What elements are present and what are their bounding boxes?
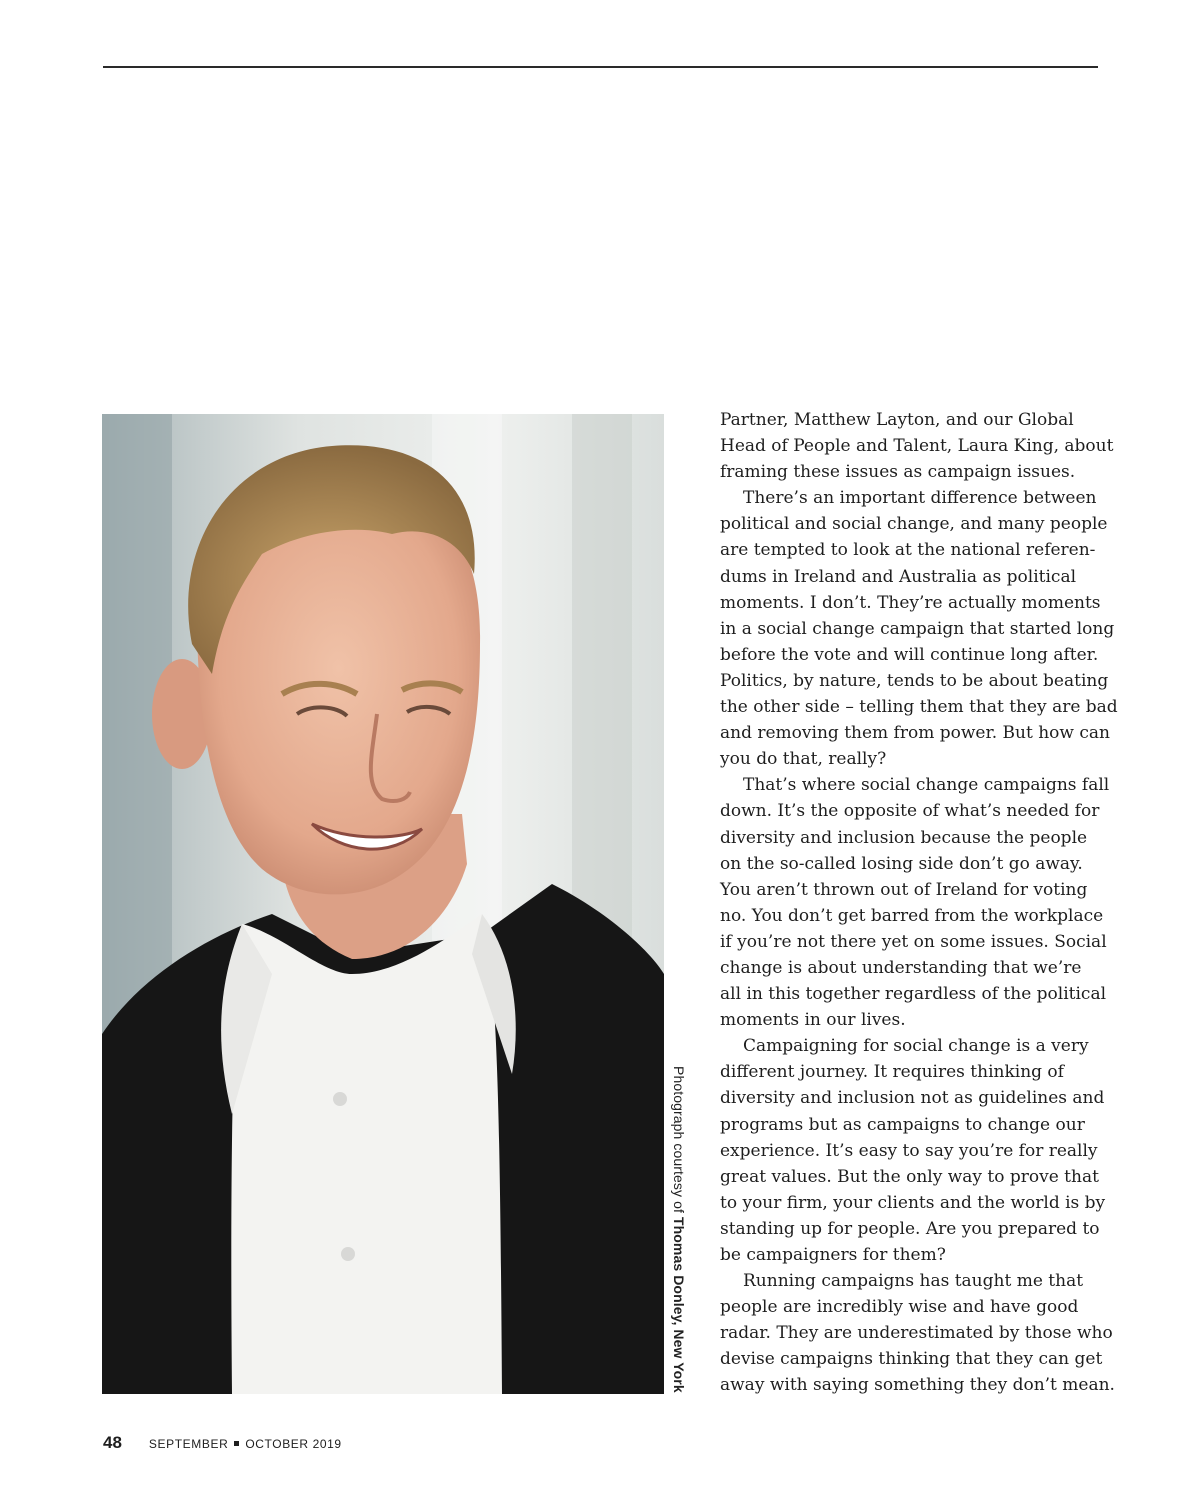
article-paragraph [720,1033,1106,1268]
article-line: Head of People and Talent, Laura King, about [720,436,1114,457]
article-line: be campaigners for them? [720,1245,946,1265]
separator-square-icon [234,1441,239,1446]
article-line: standing up for people. Are you prepared to [720,1218,1100,1239]
portrait-illustration [102,414,664,1394]
top-rule [103,66,1098,68]
page-number: 48 [103,1433,122,1452]
article-line: There’s an important difference between [743,488,1097,509]
portrait-photo [102,414,664,1394]
article-line: You aren’t thrown out of Ireland for voting [720,879,1088,900]
article-line: devise campaigns thinking that they can get [720,1349,1103,1370]
article-line: Campaigning for social change is a very [743,1036,1089,1057]
article-line: experience. It’s easy to say you’re for really [720,1140,1098,1161]
article-line: change is about understanding that we’re [720,957,1082,978]
article-line: diversity and inclusion not as guidelines and [720,1088,1105,1109]
photo-credit-name: Thomas Donley, New York [671,1216,687,1393]
article-body [720,407,1118,1399]
article-paragraph [720,407,1114,485]
article-line: away with saying something they don’t mean. [720,1375,1115,1396]
article-paragraph [720,485,1118,772]
issue-month-end: OCTOBER 2019 [245,1437,342,1451]
article-line: political and social change, and many people [720,514,1108,535]
article-line: you do that, really? [720,749,887,770]
article-line: programs but as campaigns to change our [720,1114,1085,1135]
article-line: framing these issues as campaign issues. [720,462,1076,483]
article-line: dums in Ireland and Australia as political [720,566,1077,587]
article-line: Partner, Matthew Layton, and our Global [720,410,1074,430]
article-line: and removing them from power. But how can [720,723,1110,744]
article-line: radar. They are underestimated by those who [720,1323,1113,1344]
article-line: people are incredibly wise and have good [720,1297,1079,1318]
article-line: moments. I don’t. They’re actually moments [720,592,1101,613]
article-line: diversity and inclusion because the people [720,827,1088,848]
article-paragraph [720,772,1110,1033]
issue-month-start: SEPTEMBER [148,1437,229,1451]
photo-credit-prefix: Photograph courtesy of [671,1066,687,1217]
issue-date [149,1437,342,1451]
article-line: different journey. It requires thinking of [720,1062,1064,1083]
article-line: before the vote and will continue long after. [720,644,1099,665]
footer [103,1433,342,1453]
article-line: That’s where social change campaigns fall [743,775,1110,796]
article-line: moments in our lives. [720,1010,906,1031]
article-line: the other side – telling them that they are bad [720,697,1118,718]
article-line: all in this together regardless of the political [720,984,1107,1005]
article-line: great values. But the only way to prove that [720,1166,1099,1187]
article-line: to your firm, your clients and the world is by [720,1192,1106,1213]
article-line: down. It’s the opposite of what’s needed for [720,801,1100,822]
photo-credit [671,1066,687,1393]
article-line: on the so-called losing side don’t go away. [720,853,1083,874]
article-line: in a social change campaign that started long [720,618,1115,639]
article-line: no. You don’t get barred from the workplace [720,905,1104,926]
article-line: are tempted to look at the national referen- [720,540,1096,561]
article-line: if you’re not there yet on some issues. Social [720,931,1107,952]
article-line: Politics, by nature, tends to be about beating [720,670,1109,691]
article-paragraph [720,1268,1115,1398]
article-line: Running campaigns has taught me that [743,1271,1084,1292]
